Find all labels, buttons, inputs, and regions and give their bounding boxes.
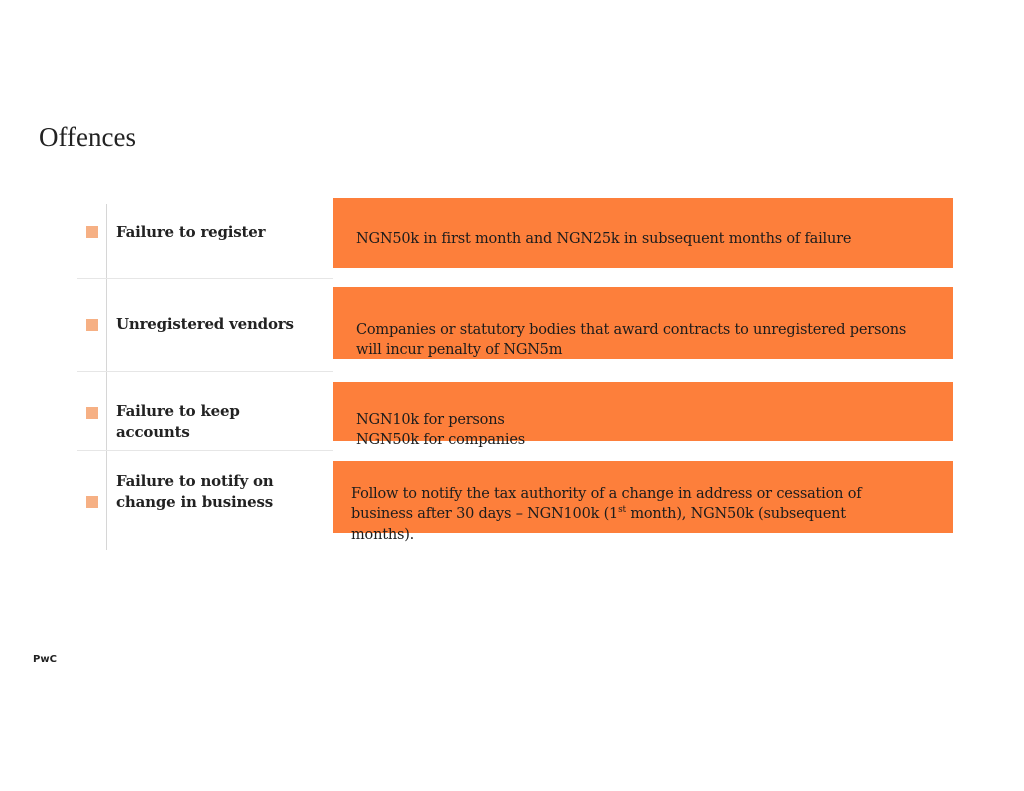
row-divider — [77, 371, 333, 372]
penalty-text-part: Follow to notify the tax authority of a change in address or cessation of business after 30 days – NGN100k (1 — [351, 485, 862, 522]
penalty-box — [333, 382, 953, 448]
superscript-ordinal: st — [618, 505, 626, 516]
bullet-square-icon — [86, 407, 98, 419]
offence-label: Unregistered vendors — [116, 315, 294, 333]
penalty-text-part: month), NGN50k (subsequent months). — [351, 506, 846, 543]
row-divider — [77, 450, 333, 451]
penalty-text: NGN50k in first month and NGN25k in subsequent months of failure — [356, 230, 852, 247]
row-divider — [77, 278, 333, 279]
slide-title: Offences — [39, 122, 136, 152]
bullet-square-icon — [86, 319, 98, 331]
penalty-text: Companies or statutory bodies that award contracts to unregistered persons will incur penalty of NGN5m — [356, 321, 907, 358]
penalty-box — [333, 461, 953, 543]
offence-label: Failure to notify on change in business — [116, 472, 274, 511]
offence-label: Failure to register — [116, 223, 266, 241]
footer-brand: PwC — [33, 654, 57, 665]
penalty-box — [333, 287, 953, 359]
penalty-box — [333, 198, 953, 268]
bullet-square-icon — [86, 226, 98, 238]
bullet-square-icon — [86, 496, 98, 508]
vertical-divider — [106, 204, 107, 550]
offence-label: Failure to keep accounts — [116, 402, 240, 441]
penalty-text: NGN10k for persons NGN50k for companies — [356, 411, 525, 448]
